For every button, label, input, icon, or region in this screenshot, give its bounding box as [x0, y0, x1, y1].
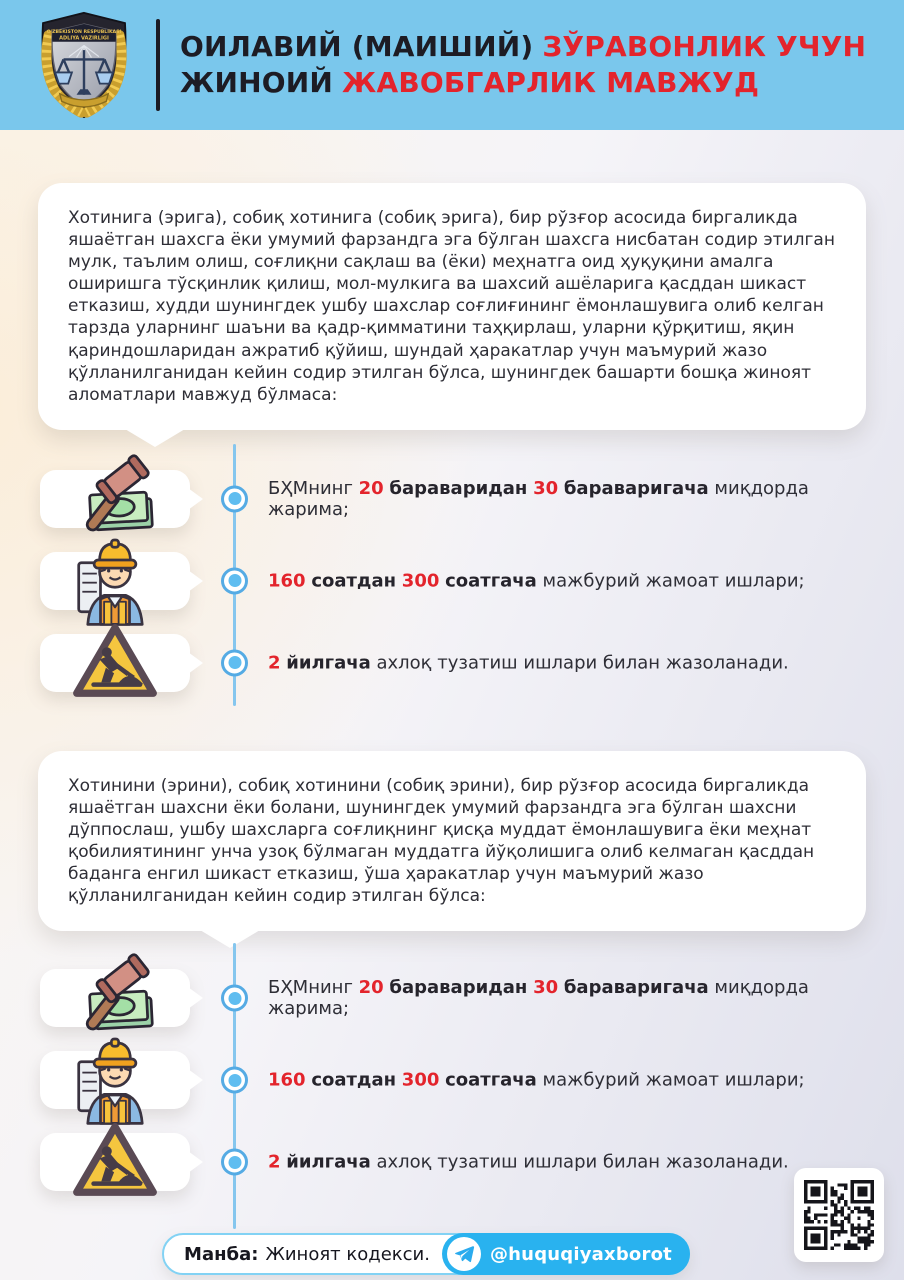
source-label: Манба:	[184, 1243, 259, 1265]
penalty-text: 160 соатдан 300 соатгача мажбурий жамоат ишлари;	[268, 570, 805, 592]
title-line-2	[180, 65, 866, 101]
icon-bubble	[40, 1051, 190, 1109]
bullet-marker	[221, 567, 248, 594]
icon-bubble	[40, 634, 190, 692]
roadworks-sign-icon	[71, 1120, 159, 1202]
header	[0, 0, 904, 130]
penalty-text: 2 йилгача ахлоқ тузатиш ишлари билан жазоланади.	[268, 1151, 789, 1173]
icon-bubble	[40, 969, 190, 1027]
card-paragraph: Хотинини (эрини), собиқ хотинини (собиқ эрини), бир рўзғор асосида биргаликда яшаётган шахсни ёки болани, шунингдек умумий фарзандга эга бўлган шахсни дўппослаш, ушбу шахсларга соғлиқнинг қисқа муддат ёмонлашувига ёки меҳнат қобилиятининг унча узоқ бўлмаган муддатга йўқолишига олиб келмаган қасддан баданга енгил шикаст етказиш, ўша ҳаракатлар учун маъмурий жазо қўлланилганидан кейин содир этилган бўлса:	[68, 775, 815, 907]
title-part-dark: ОИЛАВИЙ (МАИШИЙ)	[180, 29, 534, 63]
title-part-dark: ЖИНОИЙ	[180, 66, 334, 99]
penalty-row	[0, 1121, 904, 1203]
bullet-marker	[221, 1067, 248, 1094]
construction-worker-icon	[69, 1029, 161, 1127]
penalty-text: БҲМнинг 20 бараваридан 30 бараваригача миқдорда жарима;	[268, 477, 809, 520]
construction-worker-icon	[69, 530, 161, 628]
legal-provision-card-2	[38, 751, 866, 932]
page-title	[180, 29, 866, 102]
emblem-text-bottom: ADLIYA VAZIRLIGI	[59, 35, 109, 42]
penalty-row	[0, 622, 904, 704]
icon-bubble	[40, 552, 190, 610]
telegram-plane-icon	[447, 1237, 481, 1271]
card-paragraph: Хотинига (эрига), собиқ хотинига (собиқ эрига), бир рўзғор асосида биргаликда яшаётган шахсга ёки умумий фарзандга эга бўлган шахсга нисбатан содир этилган мулк, таълим олиш, соғлиқни сақлаш ва (ёки) меҳнатга оид ҳуқуқини амалга оширишга тўсқинлик қилиш, мол-мулкига ва шахсий ашёларига қасддан шикаст етказиш, худди шунингдек ушбу шахслар соғлиғининг ёмонлашувига олиб келган тарзда уларнинг шаъни ва қадр-қимматини таҳқирлаш, уларни қўрқитиш, яқин қариндошларидан ажратиб қўйиш, шундай ҳаракатлар учун маъмурий жазо қўлланилганидан кейин содир этилган бўлса, шунингдек башарти бошқа жиноят аломатлари мавжуд бўлмаса:	[68, 208, 835, 405]
penalty-list-2	[0, 957, 904, 1203]
gavel-money-icon	[68, 453, 162, 541]
ministry-emblem-logo	[26, 11, 142, 119]
emblem-text-top: O'ZBEKISTON RESPUBLIKASI	[46, 29, 122, 35]
telegram-link[interactable]	[442, 1233, 690, 1275]
penalty-list-1	[0, 458, 904, 704]
bullet-marker	[221, 649, 248, 676]
penalty-text: БҲМнинг 20 бараваридан 30 бараваригача миқдорда жарима;	[268, 977, 809, 1020]
penalty-text: 2 йилгача ахлоқ тузатиш ишлари билан жазоланади.	[268, 652, 789, 674]
title-line-1	[180, 29, 866, 65]
title-part-red: ЗЎРАВОНЛИК УЧУН	[542, 29, 867, 63]
penalty-text: 160 соатдан 300 соатгача мажбурий жамоат ишлари;	[268, 1069, 805, 1091]
penalty-row	[0, 540, 904, 622]
footer	[0, 1233, 904, 1275]
source-text: Жиноят кодекси.	[265, 1243, 430, 1265]
title-part-red: ЖАВОБГАРЛИК МАВЖУД	[342, 66, 760, 99]
qr-code[interactable]	[794, 1168, 884, 1262]
bullet-marker	[221, 985, 248, 1012]
icon-bubble	[40, 470, 190, 528]
gavel-money-icon	[68, 953, 162, 1041]
penalty-row	[0, 957, 904, 1039]
penalty-row	[0, 458, 904, 540]
telegram-handle: @huquqiyaxborot	[489, 1243, 672, 1265]
source-pill	[162, 1233, 690, 1275]
legal-provision-card-1	[38, 183, 866, 430]
bullet-marker	[221, 1149, 248, 1176]
bullet-marker	[221, 485, 248, 512]
roadworks-sign-icon	[71, 620, 159, 702]
penalty-row	[0, 1039, 904, 1121]
header-divider	[156, 19, 160, 111]
icon-bubble	[40, 1133, 190, 1191]
